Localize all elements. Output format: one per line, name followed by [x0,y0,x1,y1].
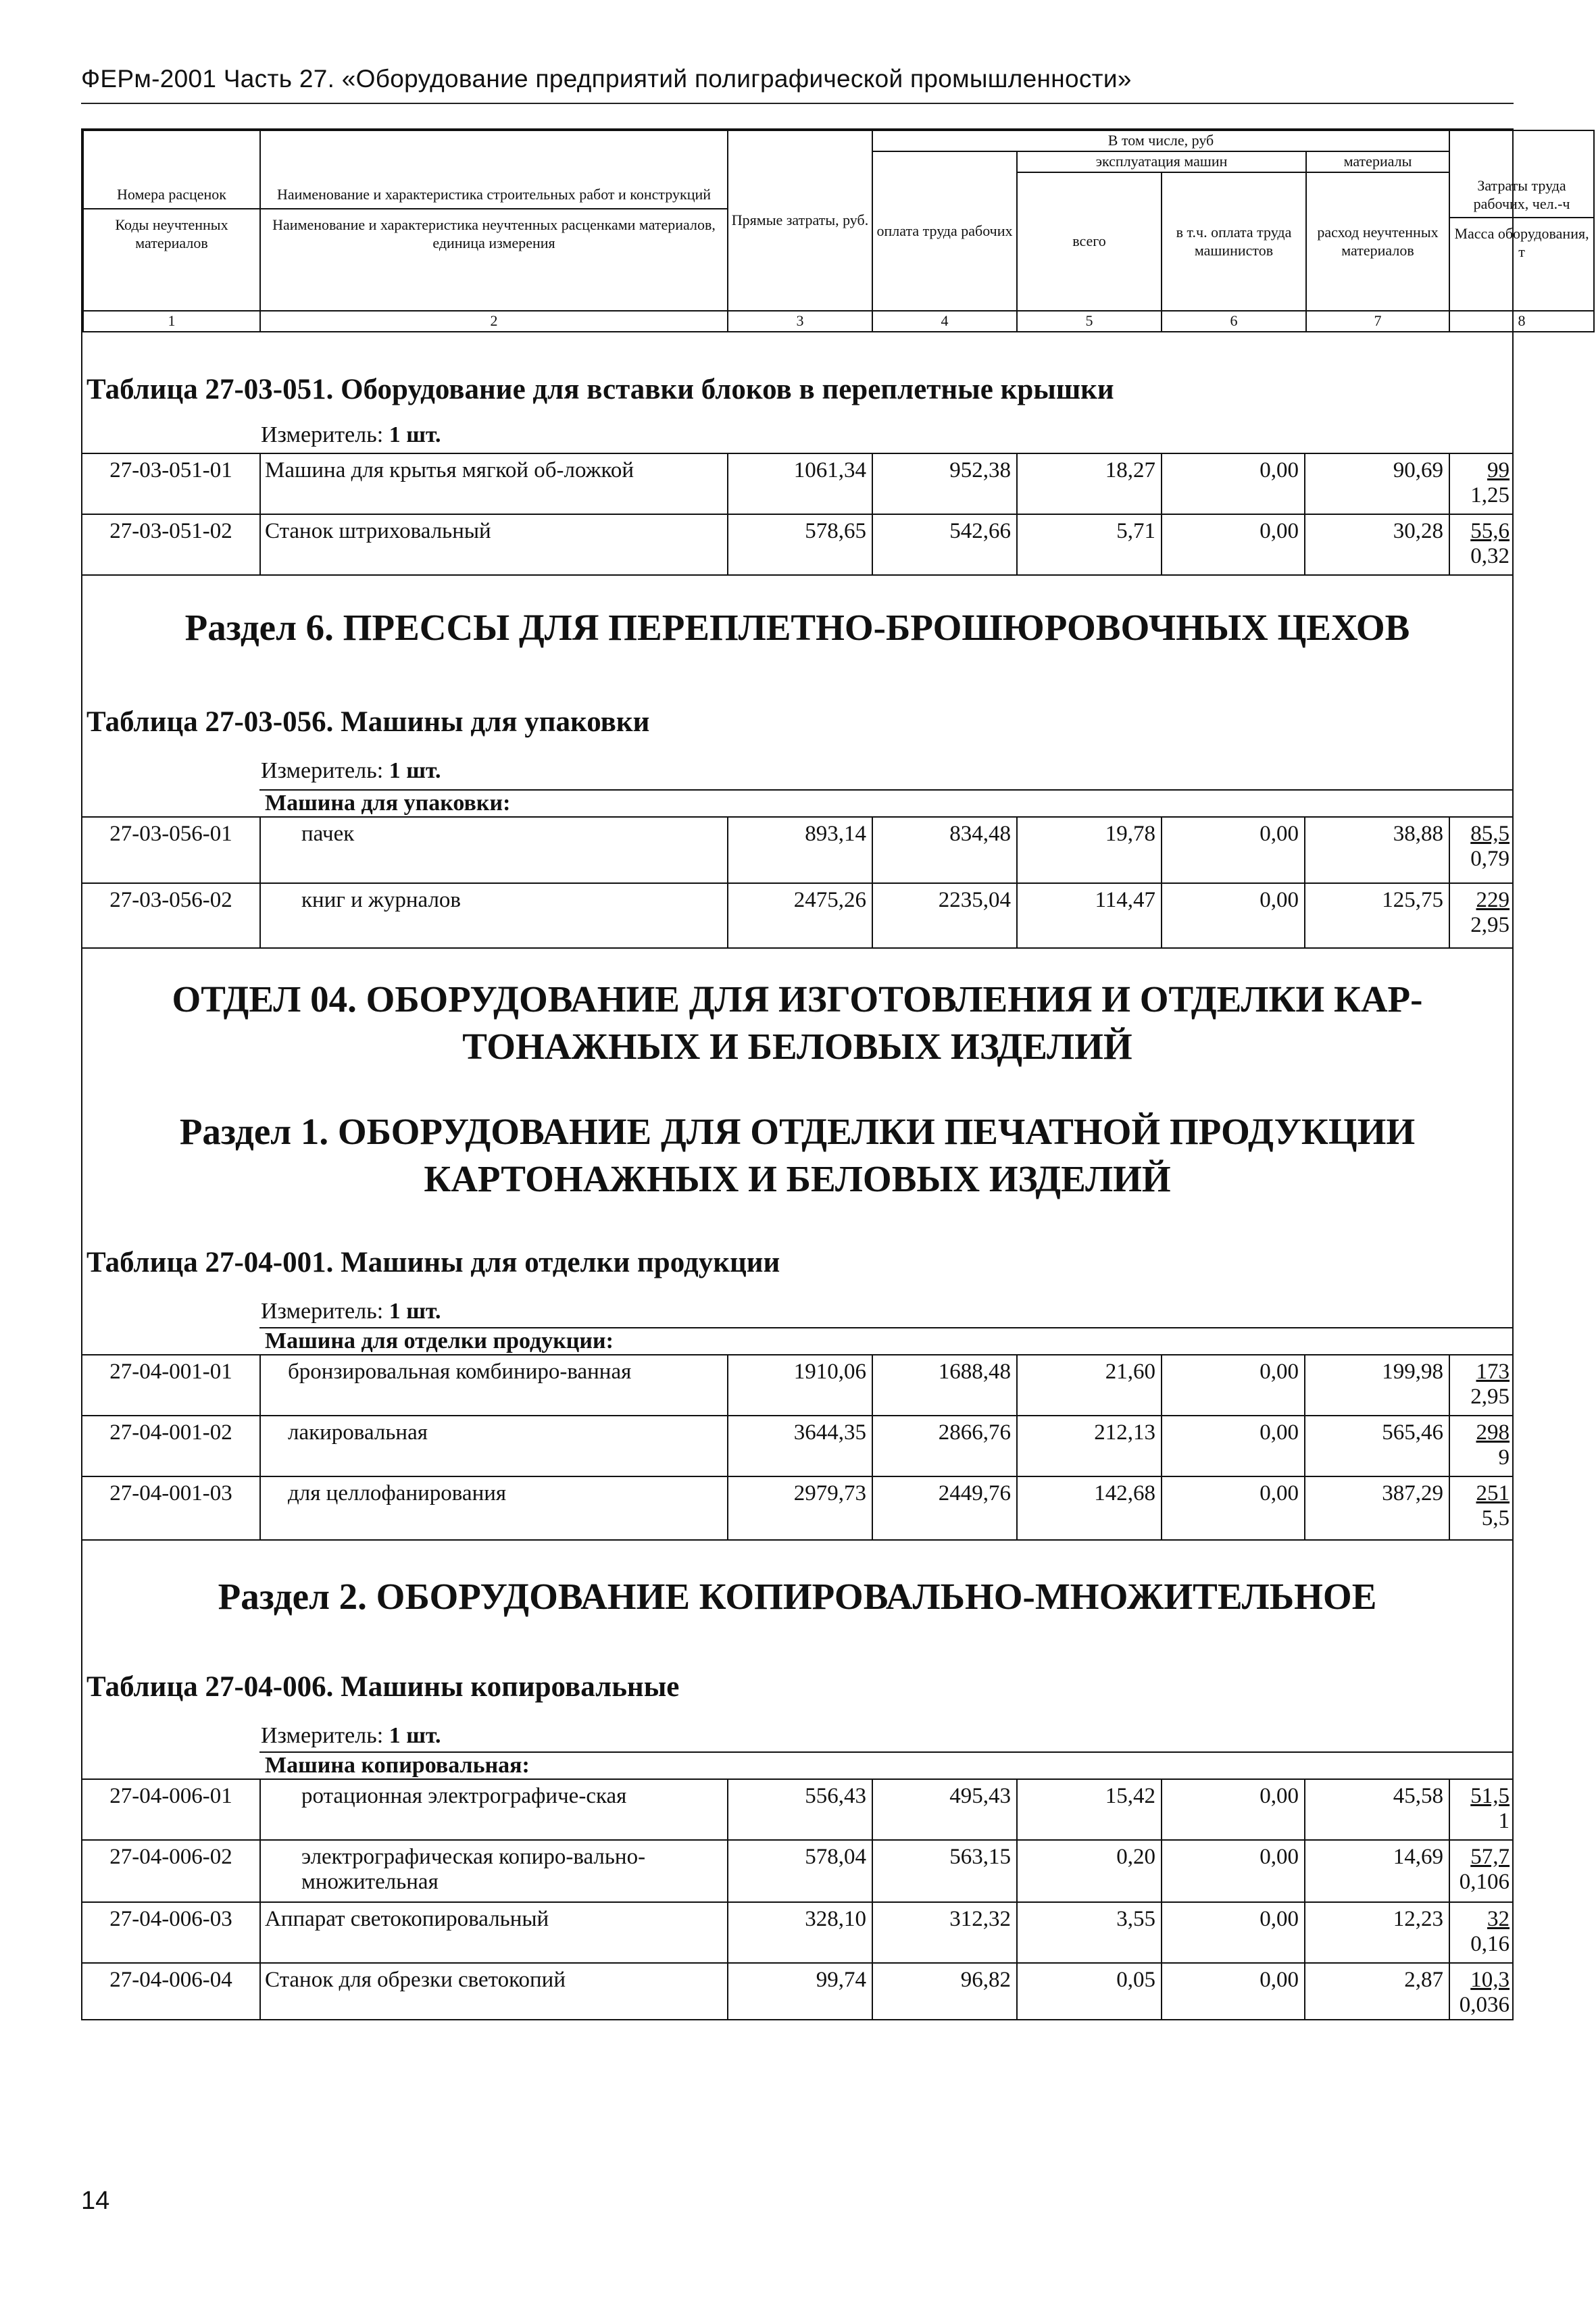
row-mach-wage: 0,00 [1161,1903,1304,1962]
row-labor-mass [1449,1355,1512,1415]
row-mat: 30,28 [1304,515,1449,574]
row-name: Аппарат светокопировальный [259,1903,727,1962]
table-title: Таблица 27-04-006. Машины копировальные [86,1671,680,1703]
column-header-table [82,130,1595,332]
header-col-1-top: Номера расценок [84,182,259,209]
row-mat: 14,69 [1304,1841,1449,1901]
row-mass: 1,25 [1470,482,1510,507]
row-wage: 542,66 [872,515,1016,574]
row-labor: 99 [1487,458,1510,482]
row-labor-mass [1449,1477,1512,1539]
measurer [261,1723,441,1749]
group-label: Машина для отделки продукции: [259,1327,1512,1354]
row-mach: 18,27 [1016,454,1161,514]
row-mat: 565,46 [1304,1416,1449,1476]
row-mach: 142,68 [1016,1477,1161,1539]
col-num: 6 [1162,311,1306,332]
row-mach: 15,42 [1016,1780,1161,1839]
row-labor-mass [1449,1780,1512,1839]
table-title: Таблица 27-03-051. Оборудование для вставки блоков в переплетные крышки [86,374,1114,405]
row-labor-mass [1449,1964,1512,2020]
row-direct: 578,04 [727,1841,872,1901]
row-direct: 3644,35 [727,1416,872,1476]
row-mass: 0,036 [1459,1992,1510,2017]
row-labor: 298 [1476,1420,1510,1445]
header-col-2 [260,130,728,311]
page-number: 14 [81,2187,110,2215]
row-labor: 251 [1476,1481,1510,1505]
row-mat: 387,29 [1304,1477,1449,1539]
row-code: 27-04-001-01 [109,1360,232,1384]
row-mat: 199,98 [1304,1355,1449,1415]
section-title: Раздел 6. ПРЕССЫ ДЛЯ ПЕРЕПЛЕТНО-БРОШЮРОВОЧНЫХ ЦЕХОВ [184,607,1410,648]
row-labor-mass [1449,818,1512,882]
section-title: Раздел 2. ОБОРУДОВАНИЕ КОПИРОВАЛЬНО-МНОЖИТЕЛЬНОЕ [218,1576,1377,1617]
header-col-8 [1449,130,1594,311]
header-col-2-top: Наименование и характеристика строительных работ и конструкций [261,182,727,209]
document-sheet [81,128,1589,2020]
measurer-label: Измеритель: [261,1723,384,1748]
row-name: электрографическая копиро-вально-множительная [259,1841,727,1901]
measurer-label: Измеритель: [261,422,384,447]
row-labor: 55,6 [1470,519,1510,543]
measurer-unit: 1 шт. [389,1299,441,1324]
measurer-unit: 1 шт. [389,1723,441,1748]
header-incl: В том числе, руб [872,130,1449,151]
row-mach-wage: 0,00 [1161,1964,1304,2020]
header-col-3: Прямые затраты, руб. [728,130,872,311]
row-direct: 99,74 [727,1964,872,2020]
row-labor: 51,5 [1470,1784,1510,1808]
measurer [261,422,441,448]
table-row [82,1354,1512,1415]
header-materials: материалы [1306,151,1449,172]
row-name: Станок для обрезки светокопий [259,1964,727,2020]
row-name: для целлофанирования [259,1477,727,1539]
header-machinist-wage: в т.ч. оплата труда машинистов [1162,172,1306,311]
row-mach-wage: 0,00 [1161,515,1304,574]
row-name: Машина для крытья мягкой об-ложкой [259,454,727,514]
row-mat: 12,23 [1304,1903,1449,1962]
row-mat: 2,87 [1304,1964,1449,2020]
row-mat: 90,69 [1304,454,1449,514]
row-mach: 0,05 [1016,1964,1161,2020]
header-material-use: расход неучтенных материалов [1306,172,1449,311]
row-mass: 2,95 [1470,912,1510,937]
row-mach-wage: 0,00 [1161,1841,1304,1901]
row-mass: 0,79 [1470,846,1510,871]
row-labor: 32 [1487,1907,1510,1931]
row-mass: 0,16 [1470,1931,1510,1956]
group-label: Машина копировальная: [259,1751,1512,1778]
row-labor-mass [1449,884,1512,947]
row-code: 27-04-006-04 [109,1968,232,1992]
row-mass: 9 [1498,1445,1510,1470]
group-label: Машина для упаковки: [259,789,1512,816]
row-direct: 328,10 [727,1903,872,1962]
row-labor-mass [1449,1903,1512,1962]
header-col-1 [83,130,260,311]
row-mach-wage: 0,00 [1161,1477,1304,1539]
col-num: 2 [260,311,728,332]
row-direct: 1910,06 [727,1355,872,1415]
row-mach: 5,71 [1016,515,1161,574]
row-direct: 2475,26 [727,884,872,947]
measurer-label: Измеритель: [261,758,384,783]
row-labor-mass [1449,454,1512,514]
row-wage: 312,32 [872,1903,1016,1962]
table-row [82,816,1512,882]
row-labor: 57,7 [1470,1845,1510,1869]
col-num: 7 [1306,311,1449,332]
row-mach: 21,60 [1016,1355,1161,1415]
row-mat: 45,58 [1304,1780,1449,1839]
header-machines: эксплуатация машин [1017,151,1306,172]
section-title: Раздел 1. ОБОРУДОВАНИЕ ДЛЯ ОТДЕЛКИ ПЕЧАТНОЙ ПРОДУКЦИИ КАРТОНАЖНЫХ И БЕЛОВЫХ ИЗДЕЛИЙ [179,1111,1416,1199]
col-num: 4 [872,311,1017,332]
row-direct: 1061,34 [727,454,872,514]
row-name: пачек [259,818,727,882]
header-col-2-bottom: Наименование и характеристика неучтенных расценками материалов, единица измерения [272,216,716,251]
row-name: ротационная электрографиче-ская [259,1780,727,1839]
row-labor: 229 [1476,888,1510,912]
header-wage: оплата труда рабочих [872,151,1017,311]
table-row [82,1476,1512,1541]
row-mat: 38,88 [1304,818,1449,882]
row-code: 27-04-006-01 [109,1784,232,1808]
row-labor-mass [1449,1416,1512,1476]
table-row [82,514,1512,576]
row-labor-mass [1449,515,1512,574]
row-mass: 0,106 [1459,1869,1510,1894]
row-labor: 85,5 [1470,822,1510,846]
row-mach: 0,20 [1016,1841,1161,1901]
row-mach-wage: 0,00 [1161,884,1304,947]
row-mach-wage: 0,00 [1161,454,1304,514]
col-num: 1 [83,311,260,332]
row-wage: 2235,04 [872,884,1016,947]
table-row [82,1415,1512,1476]
row-labor: 173 [1476,1360,1510,1384]
row-code: 27-03-056-01 [109,822,232,846]
row-mass: 5,5 [1481,1505,1510,1530]
row-mach-wage: 0,00 [1161,818,1304,882]
measurer [261,1299,441,1324]
row-mach: 19,78 [1016,818,1161,882]
row-wage: 2449,76 [872,1477,1016,1539]
table-row [82,1962,1512,2020]
table-row [82,1901,1512,1962]
row-wage: 834,48 [872,818,1016,882]
table-title: Таблица 27-04-001. Машины для отделки продукции [86,1247,780,1278]
row-code: 27-03-051-01 [109,458,232,482]
row-mach: 3,55 [1016,1903,1161,1962]
row-wage: 1688,48 [872,1355,1016,1415]
col-num: 8 [1449,311,1594,332]
row-direct: 578,65 [727,515,872,574]
table-row [82,453,1512,514]
measurer-unit: 1 шт. [389,758,441,783]
row-mach-wage: 0,00 [1161,1355,1304,1415]
row-name: книг и журналов [259,884,727,947]
row-mass: 1 [1498,1808,1510,1833]
header-col-8-bottom: Масса оборудования, т [1454,225,1589,261]
department-title: ОТДЕЛ 04. ОБОРУДОВАНИЕ ДЛЯ ИЗГОТОВЛЕНИЯ И ОТДЕЛКИ КАР-ТОНАЖНЫХ И БЕЛОВЫХ ИЗДЕЛИЙ [172,978,1423,1067]
row-code: 27-04-001-02 [109,1420,232,1445]
row-code: 27-04-006-02 [109,1845,232,1869]
table-row [82,882,1512,949]
row-wage: 563,15 [872,1841,1016,1901]
row-direct: 2979,73 [727,1477,872,1539]
measurer [261,758,441,784]
measurer-label: Измеритель: [261,1299,384,1324]
table-title: Таблица 27-03-056. Машины для упаковки [86,706,650,738]
header-col-1-bottom: Коды неучтенных материалов [115,216,228,251]
row-wage: 952,38 [872,454,1016,514]
row-wage: 2866,76 [872,1416,1016,1476]
row-mach: 212,13 [1016,1416,1161,1476]
row-code: 27-04-001-03 [109,1481,232,1505]
row-direct: 556,43 [727,1780,872,1839]
row-mass: 2,95 [1470,1384,1510,1409]
row-wage: 495,43 [872,1780,1016,1839]
row-direct: 893,14 [727,818,872,882]
row-code: 27-03-056-02 [109,888,232,912]
row-code: 27-04-006-03 [109,1907,232,1931]
row-labor: 10,3 [1470,1968,1510,1992]
col-num: 3 [728,311,872,332]
row-wage: 96,82 [872,1964,1016,2020]
row-name: Станок штриховальный [259,515,727,574]
row-mach: 114,47 [1016,884,1161,947]
row-name: бронзировальная комбиниро-ванная [259,1355,727,1415]
row-code: 27-03-051-02 [109,519,232,543]
table-row [82,1778,1512,1839]
measurer-unit: 1 шт. [389,422,441,447]
row-labor-mass [1449,1841,1512,1901]
row-mach-wage: 0,00 [1161,1780,1304,1839]
col-num: 5 [1017,311,1162,332]
running-header: ФЕРм-2001 Часть 27. «Оборудование предприятий полиграфической промышленности» [81,65,1132,93]
row-name: лакировальная [259,1416,727,1476]
row-mass: 0,32 [1470,543,1510,568]
header-rule [81,103,1514,104]
header-col-8-top: Затраты труда рабочих, чел.-ч [1450,173,1593,219]
header-machines-total: всего [1017,172,1162,311]
table-row [82,1839,1512,1901]
row-mat: 125,75 [1304,884,1449,947]
row-mach-wage: 0,00 [1161,1416,1304,1476]
